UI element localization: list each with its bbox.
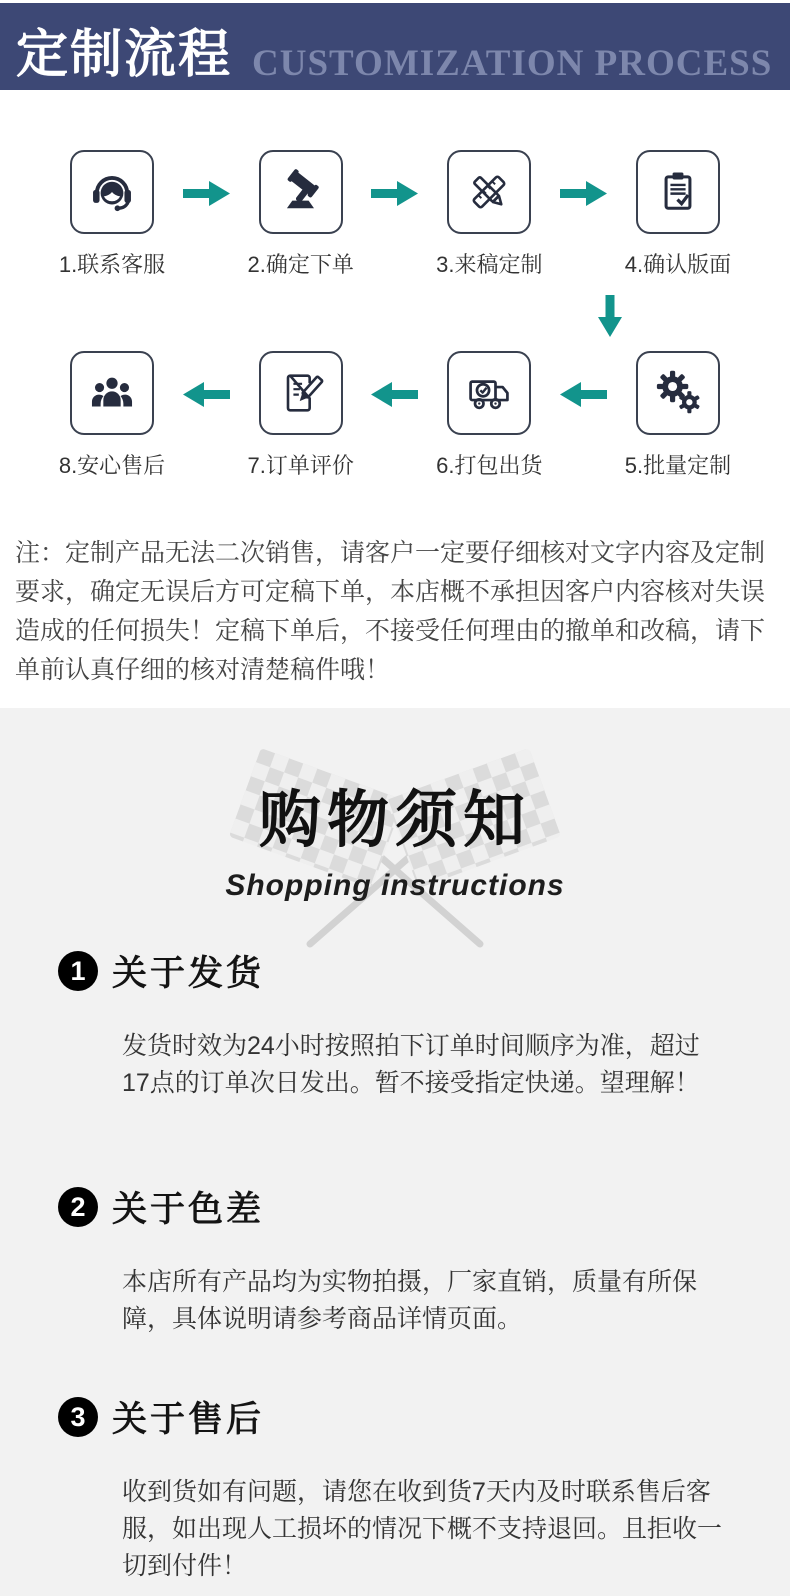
section-number-badge: 1 [58, 951, 98, 991]
notice-subtitle: Shopping instructions [225, 869, 565, 902]
step-1-box [70, 150, 154, 234]
step-5 [624, 351, 732, 480]
arrow-left-icon [560, 351, 607, 408]
page-title: 定制流程 [16, 26, 233, 84]
notice-section-aftersales [58, 1392, 790, 1585]
review-pencil-icon [275, 367, 327, 419]
clipboard-check-icon [652, 166, 704, 218]
delivery-truck-icon [463, 367, 515, 419]
section-body: 收到货如有问题，请您在收到货7天内及时联系售后客服，如出现人工损坏的情况下概不支持退回。且拒收一切到付件！ [122, 1478, 723, 1580]
process-row-1 [58, 150, 732, 279]
notice-title: 购物须知 [258, 786, 531, 855]
gavel-icon [275, 166, 327, 218]
step-4-box [636, 150, 720, 234]
page-subtitle: CUSTOMIZATION PROCESS [252, 43, 773, 85]
notice-header [155, 730, 635, 946]
step-3-label: 3.来稿定制 [436, 252, 543, 277]
section-body: 本店所有产品均为实物拍摄，厂家直销，质量有所保障，具体说明请参考商品详情页面。 [122, 1268, 698, 1333]
headset-icon [86, 166, 138, 218]
people-group-icon [86, 367, 138, 419]
arrow-left-icon [371, 351, 418, 408]
note-text: 注：定制产品无法二次销售，请客户一定要仔细核对文字内容及定制要求，确定无误后方可定稿下单，本店概不承担因客户内容核对失误造成的任何损失！定稿下单后，不接受任何理由的撤单和改稿，请下单前认真仔细的核对清楚稿件哦！ [15, 539, 766, 684]
step-8-label: 8.安心售后 [58, 453, 166, 478]
step-4 [624, 150, 732, 279]
step-6-label: 6.打包出货 [436, 453, 543, 478]
step-1 [58, 150, 166, 279]
step-5-label: 5.批量定制 [624, 453, 732, 478]
step-1-label: 1.联系客服 [58, 252, 166, 277]
section-number-badge: 2 [58, 1187, 98, 1227]
pencil-ruler-icon [463, 166, 515, 218]
step-7-box [259, 351, 343, 435]
section-heading-row [58, 1392, 790, 1442]
step-8 [58, 351, 166, 480]
step-6 [436, 351, 543, 480]
shopping-notice-section [0, 708, 790, 1596]
step-6-box [447, 351, 531, 435]
step-2 [247, 150, 354, 279]
arrow-right-icon [183, 150, 230, 207]
step-3 [436, 150, 543, 279]
section-number-badge: 3 [58, 1397, 98, 1437]
step-2-label: 2.确定下单 [247, 252, 354, 277]
step-4-label: 4.确认版面 [624, 252, 732, 277]
step-2-box [259, 150, 343, 234]
step-7 [247, 351, 354, 480]
section-heading: 关于发货 [112, 954, 265, 993]
process-flow [0, 90, 790, 480]
section-body: 发货时效为24小时按照拍下订单时间顺序为准，超过17点的订单次日发出。暂不接受指定快递。望理解！ [122, 1032, 700, 1097]
step-8-box [70, 351, 154, 435]
process-turn [70, 279, 720, 351]
arrow-down-icon [598, 295, 622, 337]
notice-section-shipping [58, 946, 790, 1102]
section-heading-row [58, 1182, 790, 1232]
process-row-2 [58, 351, 732, 480]
arrow-left-icon [183, 351, 230, 408]
arrow-right-icon [560, 150, 607, 207]
header-bar [0, 3, 790, 90]
step-5-box [636, 351, 720, 435]
arrow-right-icon [371, 150, 418, 207]
step-7-label: 7.订单评价 [247, 453, 354, 478]
notice-section-color [58, 1182, 790, 1338]
section-heading: 关于色差 [112, 1190, 265, 1229]
section-heading: 关于售后 [112, 1400, 265, 1439]
gears-icon [652, 367, 704, 419]
step-3-box [447, 150, 531, 234]
